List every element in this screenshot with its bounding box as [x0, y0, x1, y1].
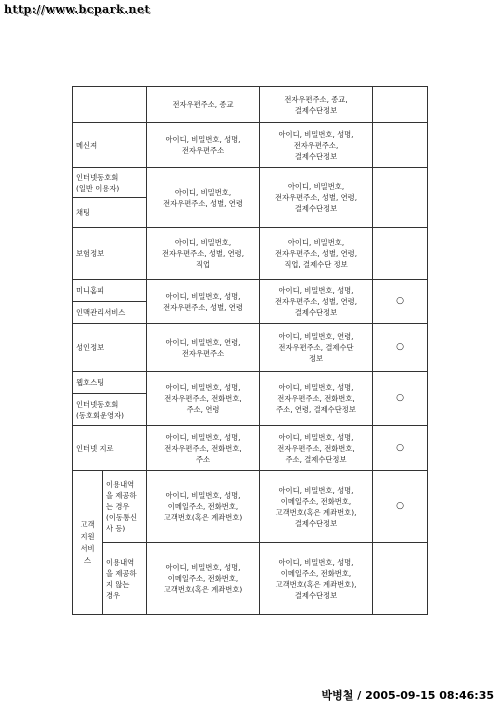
- required-fields-cell: 아이디, 비밀번호, 전자우편주소, 성별, 연령: [147, 168, 260, 228]
- table-row: [73, 426, 428, 471]
- category-cell: 채팅: [73, 198, 147, 228]
- mark-cell: ○: [373, 471, 428, 543]
- optional-fields-cell: 아이디, 비밀번호, 성명, 전자우편주소, 성별, 연령, 결제수단정보: [260, 280, 373, 324]
- category-cell: 보험정보: [73, 228, 147, 280]
- optional-fields-cell: 아이디, 비밀번호, 성명, 전자우편주소, 전화번호, 주소, 연령, 결제수단정보: [260, 372, 373, 426]
- required-fields-cell: 아이디, 비밀번호, 성명, 이메일주소, 전화번호, 고객번호(혹은 계좌번호): [147, 471, 260, 543]
- category-cell: 미니홈피: [73, 280, 147, 302]
- table-row: [73, 471, 428, 543]
- mark-cell: ○: [373, 426, 428, 471]
- privacy-table: [72, 86, 428, 615]
- mark-cell: ○: [373, 372, 428, 426]
- mark-cell: [373, 87, 428, 123]
- required-fields-cell: 아이디, 비밀번호, 연령, 전자우편주소: [147, 324, 260, 372]
- table-row: [73, 543, 428, 615]
- category-cell: 웹호스팅: [73, 372, 147, 394]
- required-fields-cell: 전자우편주소, 종교: [147, 87, 260, 123]
- optional-fields-cell: 아이디, 비밀번호, 전자우편주소, 성별, 연령, 결제수단정보: [260, 168, 373, 228]
- table-row: [73, 372, 428, 394]
- mark-cell: [373, 543, 428, 615]
- category-cell: 인터넷동호회 (일반 이용자): [73, 168, 147, 198]
- table-row: [73, 87, 428, 123]
- category-cell: 인터넷 지로: [73, 426, 147, 471]
- optional-fields-cell: 전자우편주소, 종교, 결제수단정보: [260, 87, 373, 123]
- table-row: [73, 168, 428, 198]
- group-label-cell: 고객 지원 서비 스: [73, 471, 103, 615]
- required-fields-cell: 아이디, 비밀번호, 성명, 전자우편주소, 전화번호, 주소, 연령: [147, 372, 260, 426]
- required-fields-cell: 아이디, 비밀번호, 전자우편주소, 성별, 연령, 직업: [147, 228, 260, 280]
- mark-cell: [373, 123, 428, 168]
- mark-cell: [373, 168, 428, 228]
- optional-fields-cell: 아이디, 비밀번호, 성명, 이메일주소, 전화번호, 고객번호(혹은 계좌번호), 결제수단정보: [260, 543, 373, 615]
- table-row: [73, 123, 428, 168]
- optional-fields-cell: 아이디, 비밀번호, 연령, 전자우편주소, 결제수단 정보: [260, 324, 373, 372]
- required-fields-cell: 아이디, 비밀번호, 성명, 전자우편주소, 성별, 연령: [147, 280, 260, 324]
- category-cell: [73, 87, 147, 123]
- required-fields-cell: 아이디, 비밀번호, 성명, 전자우편주소, 전화번호, 주소: [147, 426, 260, 471]
- table-row: [73, 324, 428, 372]
- mark-cell: ○: [373, 280, 428, 324]
- subcategory-cell: 이용내역 을 제공하 지 않는 경우: [103, 543, 147, 615]
- watermark-url: http://www.bcpark.net: [4, 3, 151, 16]
- optional-fields-cell: 아이디, 비밀번호, 성명, 전자우편주소, 결제수단정보: [260, 123, 373, 168]
- optional-fields-cell: 아이디, 비밀번호, 전자우편주소, 성별, 연령, 직업, 결제수단 정보: [260, 228, 373, 280]
- category-cell: 인터넷동호회 (동호회운영자): [73, 394, 147, 426]
- category-cell: 성인정보: [73, 324, 147, 372]
- table-row: [73, 228, 428, 280]
- footer-author-timestamp: 박병철 / 2005-09-15 08:46:35: [321, 689, 494, 702]
- mark-cell: [373, 228, 428, 280]
- required-fields-cell: 아이디, 비밀번호, 성명, 이메일주소, 전화번호, 고객번호(혹은 계좌번호): [147, 543, 260, 615]
- subcategory-cell: 이용내역 을 제공하 는 경우 (이동통신 사 등): [103, 471, 147, 543]
- table-row: [73, 280, 428, 302]
- mark-cell: ○: [373, 324, 428, 372]
- optional-fields-cell: 아이디, 비밀번호, 성명, 전자우편주소, 전화번호, 주소, 결제수단정보: [260, 426, 373, 471]
- category-cell: 메신져: [73, 123, 147, 168]
- required-fields-cell: 아이디, 비밀번호, 성명, 전자우편주소: [147, 123, 260, 168]
- category-cell: 인맥관리서비스: [73, 302, 147, 324]
- optional-fields-cell: 아이디, 비밀번호, 성명, 이메일주소, 전화번호, 고객번호(혹은 계좌번호), 결제수단정보: [260, 471, 373, 543]
